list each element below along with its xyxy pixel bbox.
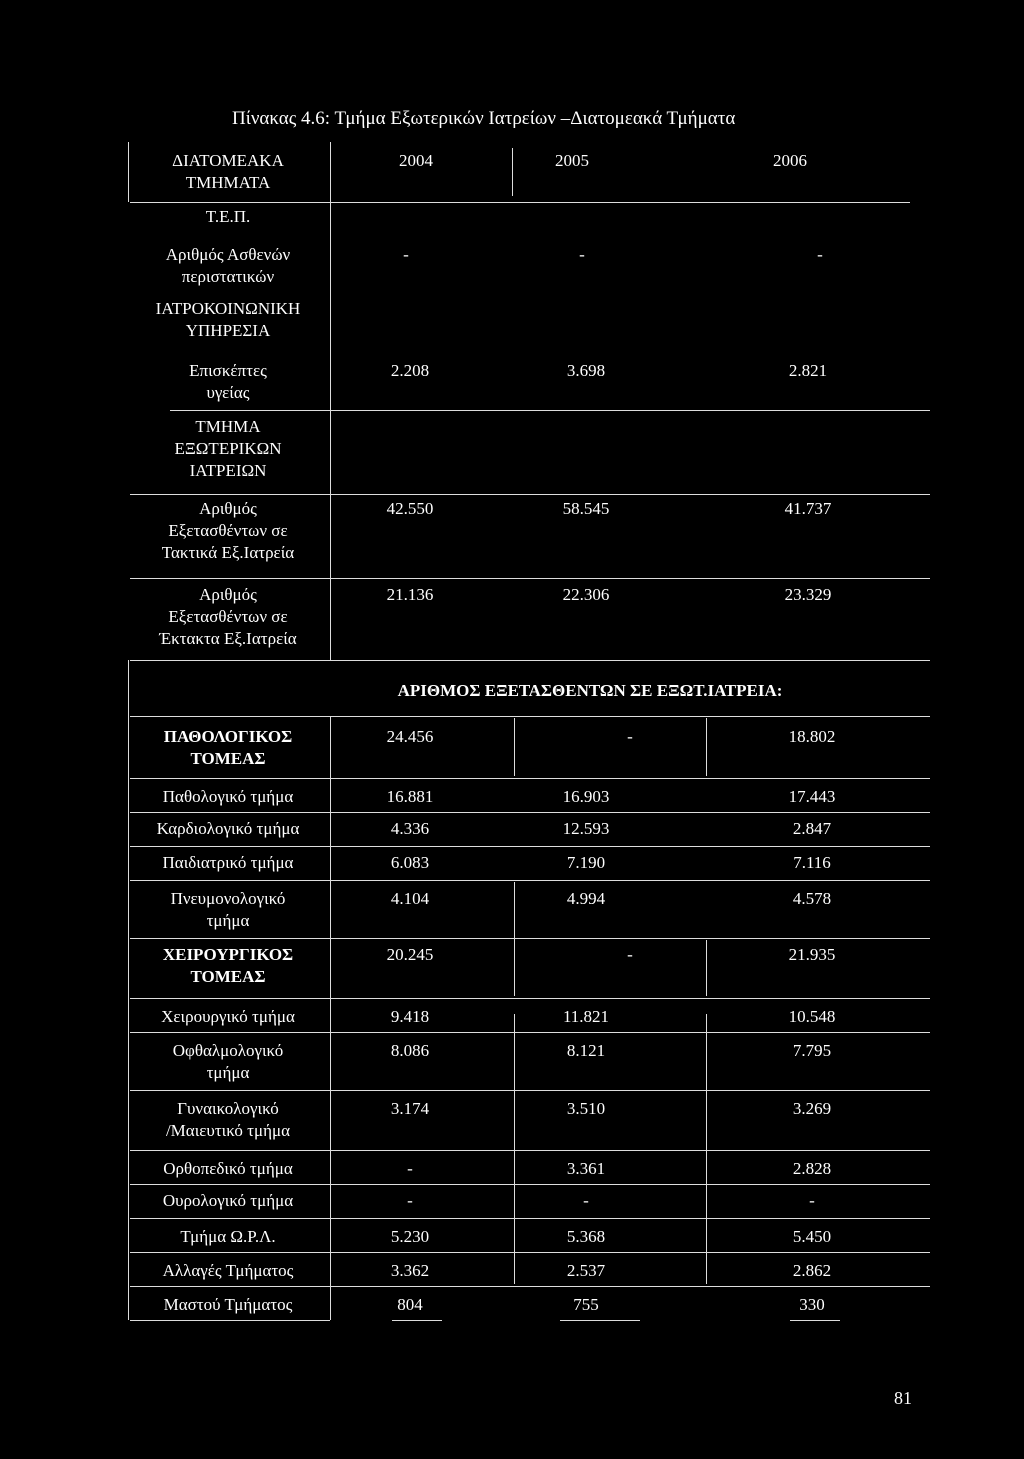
pulmonology-2005-divider bbox=[514, 882, 515, 996]
row-pathology-label: Παθολογικό τμήμα bbox=[162, 787, 294, 806]
row-urology-2005: - bbox=[583, 1191, 589, 1210]
row-ophthalmology-2005: 8.121 bbox=[566, 1041, 606, 1060]
row-line-3 bbox=[130, 578, 930, 579]
row-regular-label: Αριθμός Εξετασθέντων σε Τακτικά Εξ.Ιατρεία bbox=[161, 499, 295, 562]
label-column-divider bbox=[330, 142, 331, 660]
row-patients-2005: - bbox=[579, 245, 585, 264]
row-surgical-sector-label: ΧΕΙΡΟΥΡΓΙΚΟΣ ΤΟΜΕΑΣ bbox=[162, 945, 294, 986]
row-regular-2004: 42.550 bbox=[386, 499, 434, 518]
row-orthopedics-2005: 3.361 bbox=[566, 1159, 606, 1178]
row-ent-2004: 5.230 bbox=[390, 1227, 430, 1246]
row-emergency-2006: 23.329 bbox=[784, 585, 832, 604]
header-year-2006: 2006 bbox=[773, 151, 807, 170]
row-line-s2-5 bbox=[130, 938, 930, 939]
row-pulmonology-2004: 4.104 bbox=[390, 889, 430, 908]
row-dressing-label: Αλλαγές Τμήματος bbox=[162, 1261, 294, 1280]
row-pathology-2006: 17.443 bbox=[788, 787, 836, 806]
header-2005-divider bbox=[512, 148, 513, 196]
row-surgery-2004: 9.418 bbox=[390, 1007, 430, 1026]
row-breast-2006: 330 bbox=[799, 1295, 825, 1314]
row-health-visitors-2004: 2.208 bbox=[390, 361, 430, 380]
row-patients-2004: - bbox=[403, 245, 409, 264]
row-regular-2006: 41.737 bbox=[784, 499, 832, 518]
row-pulmonology-2006: 4.578 bbox=[792, 889, 832, 908]
row-line-s2-11 bbox=[130, 1218, 930, 1219]
row-gynecology-2006: 3.269 bbox=[792, 1099, 832, 1118]
row-pathology-2004: 16.881 bbox=[386, 787, 434, 806]
row-cardiology-label: Καρδιολογικό τμήμα bbox=[156, 819, 300, 838]
row-cardiology-2005: 12.593 bbox=[562, 819, 610, 838]
row-pediatrics-2004: 6.083 bbox=[390, 853, 430, 872]
row-regular-2005: 58.545 bbox=[562, 499, 610, 518]
row-line-s2-4 bbox=[130, 880, 930, 881]
row-emergency-2004: 21.136 bbox=[386, 585, 434, 604]
row-pediatrics-2005: 7.190 bbox=[566, 853, 606, 872]
row-dressing-2005: 2.537 bbox=[566, 1261, 606, 1280]
header-bottom-line bbox=[130, 202, 910, 203]
row-gynecology-2005: 3.510 bbox=[566, 1099, 606, 1118]
lower-2006-divider bbox=[706, 1014, 707, 1284]
row-surgery-2005: 11.821 bbox=[562, 1007, 610, 1026]
section2-title-bottom-line bbox=[130, 716, 930, 717]
row-breast-2005: 755 bbox=[573, 1295, 599, 1314]
row-health-visitors-2006: 2.821 bbox=[788, 361, 828, 380]
surgical-2006-divider bbox=[706, 940, 707, 996]
page-number: 81 bbox=[894, 1388, 912, 1408]
row-ent-label: Τμήμα Ω.Ρ.Λ. bbox=[180, 1227, 276, 1246]
row-patients-2006: - bbox=[817, 245, 823, 264]
row-ophthalmology-2004: 8.086 bbox=[390, 1041, 430, 1060]
row-urology-2004: - bbox=[407, 1191, 413, 1210]
table-title: Πίνακας 4.6: Τμήμα Εξωτερικών Ιατρείων –Διατομεακά Τμήματα bbox=[232, 108, 736, 129]
pathology-2005-divider bbox=[514, 718, 515, 776]
row-patients-label: Αριθμός Ασθενών περιστατικών bbox=[165, 245, 291, 286]
header-col0: ΔΙΑΤΟΜΕΑΚΑ ΤΜΗΜΑΤΑ bbox=[172, 151, 284, 192]
row-ent-2005: 5.368 bbox=[566, 1227, 606, 1246]
row-urology-2006: - bbox=[809, 1191, 815, 1210]
section1-bottom-line bbox=[130, 660, 930, 661]
row-pulmonology-2005: 4.994 bbox=[566, 889, 606, 908]
table-bottom-line bbox=[130, 1320, 330, 1321]
section2-title: ΑΡΙΘΜΟΣ ΕΞΕΤΑΣΘΕΝΤΩΝ ΣΕ ΕΞΩΤ.ΙΑΤΡΕΙΑ: bbox=[397, 681, 783, 700]
row-dressing-2004: 3.362 bbox=[390, 1261, 430, 1280]
row-orthopedics-2004: - bbox=[407, 1159, 413, 1178]
row-pathology-sector-2005: - bbox=[627, 727, 633, 746]
row-orthopedics-2006: 2.828 bbox=[792, 1159, 832, 1178]
pathology-2006-divider bbox=[706, 718, 707, 776]
row-ophthalmology-2006: 7.795 bbox=[792, 1041, 832, 1060]
row-gynecology-label: Γυναικολογικό /Μαιευτικό τμήμα bbox=[165, 1099, 291, 1140]
row-line-2 bbox=[130, 494, 930, 495]
row-line-s2-6 bbox=[130, 998, 930, 999]
row-surgical-sector-2004: 20.245 bbox=[386, 945, 434, 964]
row-ent-2006: 5.450 bbox=[792, 1227, 832, 1246]
row-line-s2-9 bbox=[130, 1150, 930, 1151]
table-bottom-line-2006 bbox=[790, 1320, 840, 1321]
row-line-s2-1 bbox=[130, 778, 930, 779]
row-cardiology-2004: 4.336 bbox=[390, 819, 430, 838]
row-line-s2-7 bbox=[130, 1032, 930, 1033]
row-pediatrics-2006: 7.116 bbox=[793, 853, 831, 872]
row-emergency-2005: 22.306 bbox=[562, 585, 610, 604]
row-health-visitors-2005: 3.698 bbox=[566, 361, 606, 380]
row-surgery-2006: 10.548 bbox=[788, 1007, 836, 1026]
header-year-2005: 2005 bbox=[555, 151, 589, 170]
row-pathology-sector-2004: 24.456 bbox=[386, 727, 434, 746]
row-breast-2004: 804 bbox=[397, 1295, 423, 1314]
row-surgical-sector-2005: - bbox=[627, 945, 633, 964]
row-line-s2-10 bbox=[130, 1184, 930, 1185]
row-line-s2-8 bbox=[130, 1090, 930, 1091]
row-ophthalmology-label: Οφθαλμολογικό τμήμα bbox=[172, 1041, 284, 1082]
row-health-visitors-label: Επισκέπτες υγείας bbox=[189, 361, 267, 402]
row-pathology-2005: 16.903 bbox=[562, 787, 610, 806]
row-pathology-sector-label: ΠΑΘΟΛΟΓΙΚΟΣ ΤΟΜΕΑΣ bbox=[163, 727, 293, 768]
row-gynecology-2004: 3.174 bbox=[390, 1099, 430, 1118]
lower-2005-divider bbox=[514, 1014, 515, 1284]
table-bottom-line-2004 bbox=[392, 1320, 442, 1321]
row-social-label: ΙΑΤΡΟΚΟΙΝΩΝΙΚΗ ΥΠΗΡΕΣΙΑ bbox=[155, 299, 301, 340]
table-bottom-line-2005 bbox=[560, 1320, 640, 1321]
label-column-divider-2 bbox=[330, 716, 331, 1320]
row-line-s2-2 bbox=[130, 812, 930, 813]
row-breast-label: Μαστού Τμήματος bbox=[163, 1295, 293, 1314]
row-outpatient-label: ΤΜΗΜΑ ΕΞΩΤΕΡΙΚΩΝ ΙΑΤΡΕΙΩΝ bbox=[174, 417, 282, 480]
row-pulmonology-label: Πνευμονολογικό τμήμα bbox=[170, 889, 286, 930]
row-pathology-sector-2006: 18.802 bbox=[788, 727, 836, 746]
header-year-2004: 2004 bbox=[399, 151, 433, 170]
row-line-s2-12 bbox=[130, 1252, 930, 1253]
table-left-border-bottom bbox=[128, 660, 129, 1320]
row-cardiology-2006: 2.847 bbox=[792, 819, 832, 838]
row-surgical-sector-2006: 21.935 bbox=[788, 945, 836, 964]
row-emergency-label: Αριθμός Εξετασθέντων σε Έκτακτα Εξ.Ιατρεία bbox=[159, 585, 297, 648]
row-line-s2-3 bbox=[130, 846, 930, 847]
row-orthopedics-label: Ορθοπεδικό τμήμα bbox=[163, 1159, 293, 1178]
table-left-border-top bbox=[128, 142, 129, 202]
row-surgery-label: Χειρουργικό τμήμα bbox=[161, 1007, 295, 1026]
row-line-1 bbox=[170, 410, 930, 411]
row-tep-label: Τ.Ε.Π. bbox=[205, 207, 251, 226]
row-dressing-2006: 2.862 bbox=[792, 1261, 832, 1280]
row-pediatrics-label: Παιδιατρικό τμήμα bbox=[162, 853, 294, 872]
row-line-s2-13 bbox=[130, 1286, 930, 1287]
row-urology-label: Ουρολογικό τμήμα bbox=[162, 1191, 294, 1210]
